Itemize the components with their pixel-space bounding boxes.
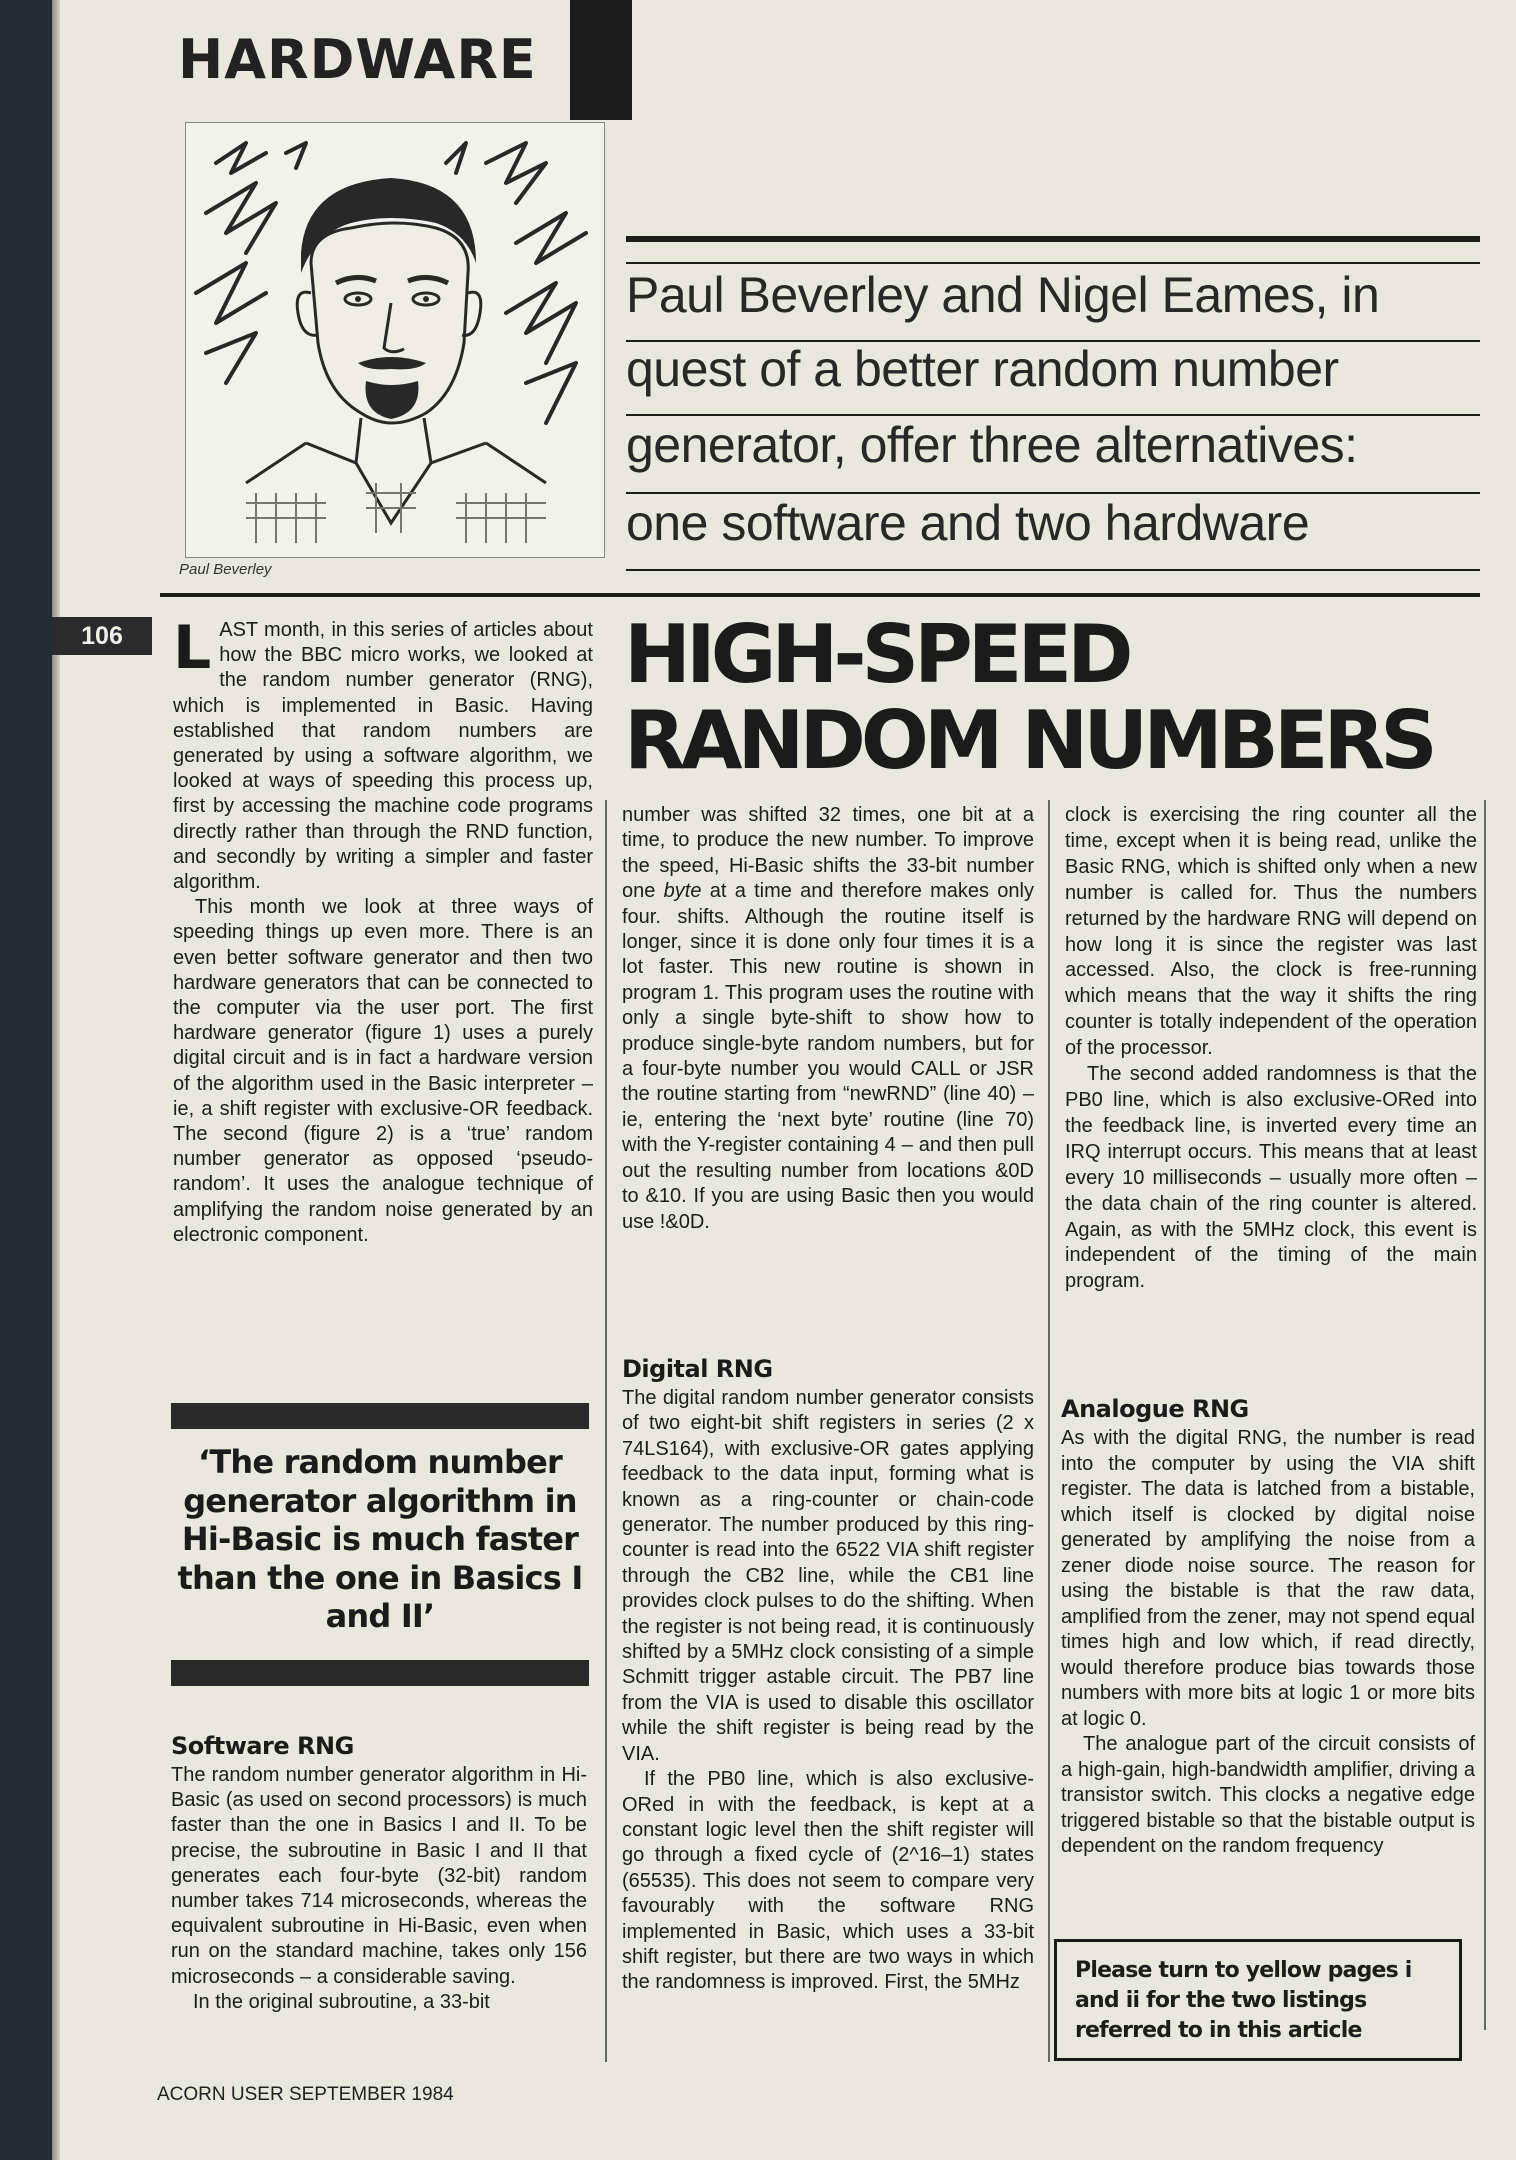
paragraph: This month we look at three ways of speeding things up even more. There is an even better software generator and then two hardware generators that can be connected to the computer via the user port. The first hardware generator (figure 1) uses a purely digital circuit and is in fact a hardware version of the algorithm used in the Basic interpreter – ie, a shift register with exclusive-OR feedback. The second (figure 2) is a ‘true’ random number generator as opposed ‘pseudo-random’. It uses the analogue technique of amplifying the random noise generated by an electronic component. bbox=[173, 896, 593, 1246]
intro-line: generator, offer three alternatives: bbox=[626, 417, 1358, 473]
paragraph: clock is exercising the ring counter all the time, except when it is being read, unlike the Basic RNG, which is shifted only when a new number is called for. Thus the numbers returned by the hardware RNG will depend on how long it is since the register was last accessed. Also, the clock is free-running which means that the way it shifts the ring counter is totally independent of the operation of the processor. bbox=[1065, 804, 1477, 1060]
intro-line: one software and two hardware bbox=[626, 495, 1310, 551]
section-heading: Software RNG bbox=[171, 1732, 354, 1760]
column-3 bbox=[1065, 803, 1477, 1295]
page-footer: ACORN USER SEPTEMBER 1984 bbox=[157, 2084, 454, 2105]
software-rng-section bbox=[171, 1731, 587, 2015]
paragraph: AST month, in this series of articles about how the BBC micro works, we looked at the random number generator (RNG), which is implemented in Basic. Having established that random numbers are generated by using a software algorithm, we looked at ways of speeding this process up, first by accessing the machine code programs directly rather than through the RND function, and secondly by writing a simpler and faster algorithm. bbox=[173, 619, 593, 894]
binding-edge bbox=[52, 0, 60, 2160]
text-run: at a time and therefore makes only four. shifts. Although the routine itself is longer, since it is done only four times it is a lot faster. This new routine is shown in program 1. This program uses the routine with only a single byte-shift to show how to produce single-byte random numbers, but for a four-byte number you would CALL or JSR the routine starting from “newRND” (line 40) – ie, entering the ‘next byte’ routine (line 70) with the Y-register containing 4 – and then pull out the resulting number from locations &0D to &10. If you are using Basic then you would use !&0D. bbox=[622, 880, 1034, 1233]
column-rule bbox=[1048, 800, 1050, 2062]
quote-bar-top bbox=[171, 1403, 589, 1429]
paragraph: If the PB0 line, which is also exclusive-ORed in with the feedback, is kept at a constant logic level then the shift register will go through a fixed cycle of (2^16–1) states (65535). This does not seem to compare very favourably with the software RNG implemented in Basic, which uses a 33-bit shift register, but there are two ways in which the randomness is improved. First, the 5MHz bbox=[622, 1768, 1034, 1994]
paragraph: The second added randomness is that the PB0 line, which is also exclusive-ORed into the feedback line, is inverted every time an IRQ interrupt occurs. This means that at least every 10 milliseconds – usually more often – the data chain of the ring counter is altered. Again, as with the 5MHz clock, this event is independent of the timing of the main program. bbox=[1065, 1063, 1477, 1293]
paragraph: The random number generator algorithm in Hi-Basic (as used on second processors) is much faster than the one in Basics I and II. To be precise, the subroutine in Basic I and II that generates each four-byte (32-bit) random number takes 714 microseconds, whereas the equivalent subroutine in Hi-Basic, even when run on the standard machine, takes only 156 microseconds – a considerable saving. bbox=[171, 1764, 587, 1988]
portrait-caption: Paul Beverley bbox=[179, 561, 272, 578]
column-rule bbox=[1484, 800, 1486, 2030]
intro-line: Paul Beverley and Nigel Eames, in bbox=[626, 267, 1380, 323]
author-portrait bbox=[185, 122, 605, 558]
paragraph: As with the digital RNG, the number is read into the computer by using the VIA shift register. The data is latched from a bistable, which itself is clocked by digital noise generated by amplifying the noise from a zener diode noise source. The reason for using the bistable is that the raw data, amplified from the zener, may not spend equal times high and low which, if read directly, would therefore produce bias towards those numbers with more bits at logic 1 or more bits at logic 0. bbox=[1061, 1427, 1475, 1730]
analogue-rng-section bbox=[1061, 1394, 1475, 1860]
pull-quote: ‘The random number generator algorithm in Hi-Basic is much faster than the one in Basics I and II’ bbox=[177, 1443, 583, 1635]
emphasis: byte bbox=[663, 880, 702, 903]
section-heading: Digital RNG bbox=[622, 1355, 773, 1383]
portrait-drawing bbox=[186, 123, 604, 557]
intro-line: quest of a better random number bbox=[626, 341, 1339, 397]
intro-rule bbox=[626, 262, 1480, 264]
page-number: 106 bbox=[52, 617, 152, 655]
column-1 bbox=[173, 613, 593, 1248]
header-divider bbox=[160, 593, 1480, 597]
text-run: number was shifted 32 times, one bit at a time, to produce the new number. To improve the speed, Hi-Basic shifts the 33-bit number one bbox=[622, 804, 1034, 903]
section-bar bbox=[570, 0, 632, 120]
drop-cap: L bbox=[173, 613, 212, 683]
section-title: HARDWARE bbox=[178, 28, 537, 91]
paragraph: The digital random number generator consists of two eight-bit shift registers in series (2 x 74LS164), with exclusive-OR gates applying feedback to the data input, forming what is known as a ring-counter or chain-code generator. The number produced by this ring-counter is read into the 6522 VIA shift register through the CB2 line, while the CB1 line provides clock pulses to do the shifting. When the register is not being read, it is continuously shifted by a 5MHz clock consisting of a simple Schmitt trigger astable circuit. The PB7 line from the VIA is used to disable this oscillator while the shift register is being read by the VIA. bbox=[622, 1387, 1034, 1765]
listings-note-box: Please turn to yellow pages i and ii for the two listings referred to in this article bbox=[1054, 1939, 1462, 2061]
intro-rule bbox=[626, 569, 1480, 571]
column-rule bbox=[605, 800, 607, 2062]
headline-line: HIGH-SPEED bbox=[624, 608, 1129, 701]
top-rule-thick bbox=[626, 236, 1480, 242]
paragraph bbox=[622, 803, 1034, 1235]
headline-line: RANDOM NUMBERS bbox=[624, 694, 1433, 787]
quote-bar-bottom bbox=[171, 1660, 589, 1686]
paragraph: The analogue part of the circuit consists of a high-gain, high-bandwidth amplifier, driving a transistor switch. This clocks a negative edge triggered bistable so that the bistable output is dependent on the random frequency bbox=[1061, 1733, 1475, 1857]
digital-rng-section bbox=[622, 1354, 1034, 1996]
paragraph: In the original subroutine, a 33-bit bbox=[193, 1990, 490, 2013]
article-headline bbox=[624, 608, 1433, 787]
binding-gutter bbox=[0, 0, 52, 2160]
column-2 bbox=[622, 803, 1034, 1235]
section-heading: Analogue RNG bbox=[1061, 1395, 1249, 1423]
